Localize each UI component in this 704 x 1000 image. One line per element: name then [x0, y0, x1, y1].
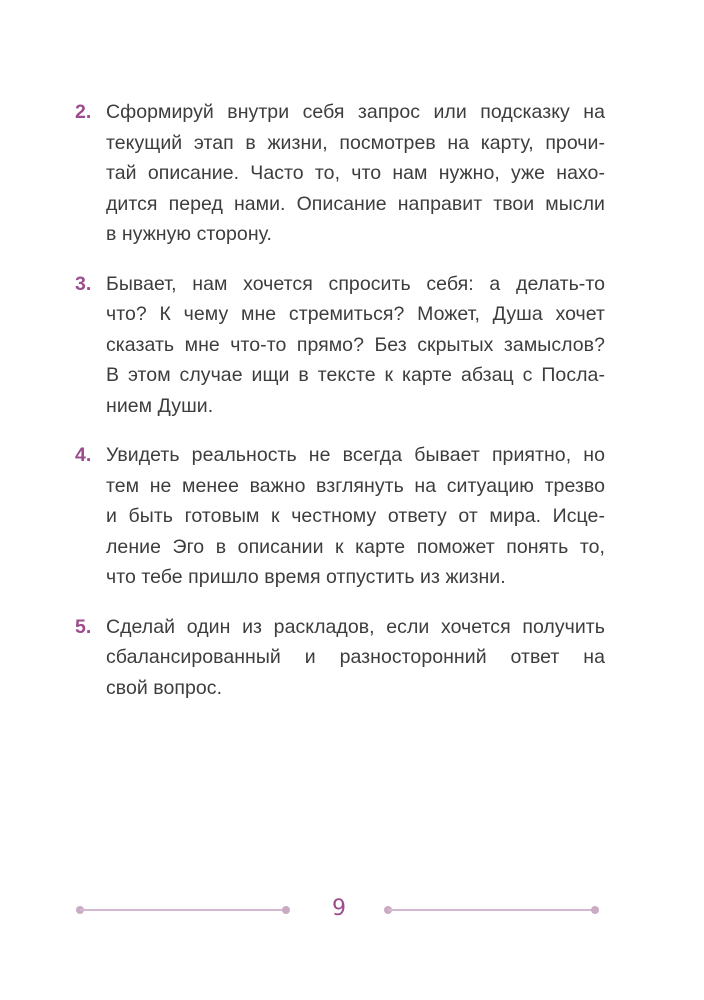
item-text-line: ление Эго в описании к карте поможет понять то, — [106, 535, 605, 558]
item-text-line: сказать мне что-то прямо? Без скрытых замыслов? — [106, 333, 605, 356]
item-number: 4. — [75, 444, 92, 466]
footer-right-end-dot — [591, 906, 599, 914]
item-number: 3. — [75, 272, 92, 295]
page-number: 9 — [332, 896, 346, 921]
footer-left-rule — [80, 909, 286, 911]
list-item — [75, 440, 605, 593]
item-text-line: В этом случае ищи в тексте к карте абзац с Посла- — [106, 364, 605, 386]
item-number: 2. — [75, 101, 92, 123]
list-item — [75, 269, 605, 422]
item-text-line: текущий этап в жизни, посмотрев на карту, прочи- — [106, 131, 605, 154]
item-text-line: свой вопрос. — [106, 676, 223, 699]
list-item — [75, 97, 605, 250]
item-text-line: Увидеть реальность не всегда бывает приятно, но — [106, 444, 605, 466]
item-text-line: Сделай один из раскладов, если хочется получить — [106, 615, 605, 638]
item-text-line: тай описание. Часто то, что нам нужно, уже нахо- — [106, 162, 605, 184]
item-text-line: что тебе пришло время отпустить из жизни. — [106, 566, 506, 588]
item-text-line: Сформируй внутри себя запрос или подсказку на — [106, 101, 605, 123]
item-text-line: нием Души. — [106, 394, 214, 417]
item-text-line: тем не менее важно взглянуть на ситуацию трезво — [106, 474, 605, 497]
item-text-line: и быть готовым к честному ответу от мира. Исце- — [106, 505, 605, 527]
numbered-list — [75, 97, 605, 722]
page-footer — [0, 896, 704, 926]
item-text-line: сбалансированный и разносторонний ответ на — [106, 646, 605, 668]
item-number: 5. — [75, 615, 92, 638]
footer-left-inner-dot — [282, 906, 290, 914]
item-text-line: дится перед нами. Описание направит твои мысли — [106, 192, 605, 215]
list-item — [75, 612, 605, 704]
item-text-line: что? К чему мне стремиться? Может, Душа хочет — [106, 303, 605, 325]
item-text-line: Бывает, нам хочется спросить себя: а делать-то — [106, 272, 605, 295]
footer-right-rule — [388, 909, 595, 911]
item-text-line: в нужную сторону. — [106, 223, 272, 245]
